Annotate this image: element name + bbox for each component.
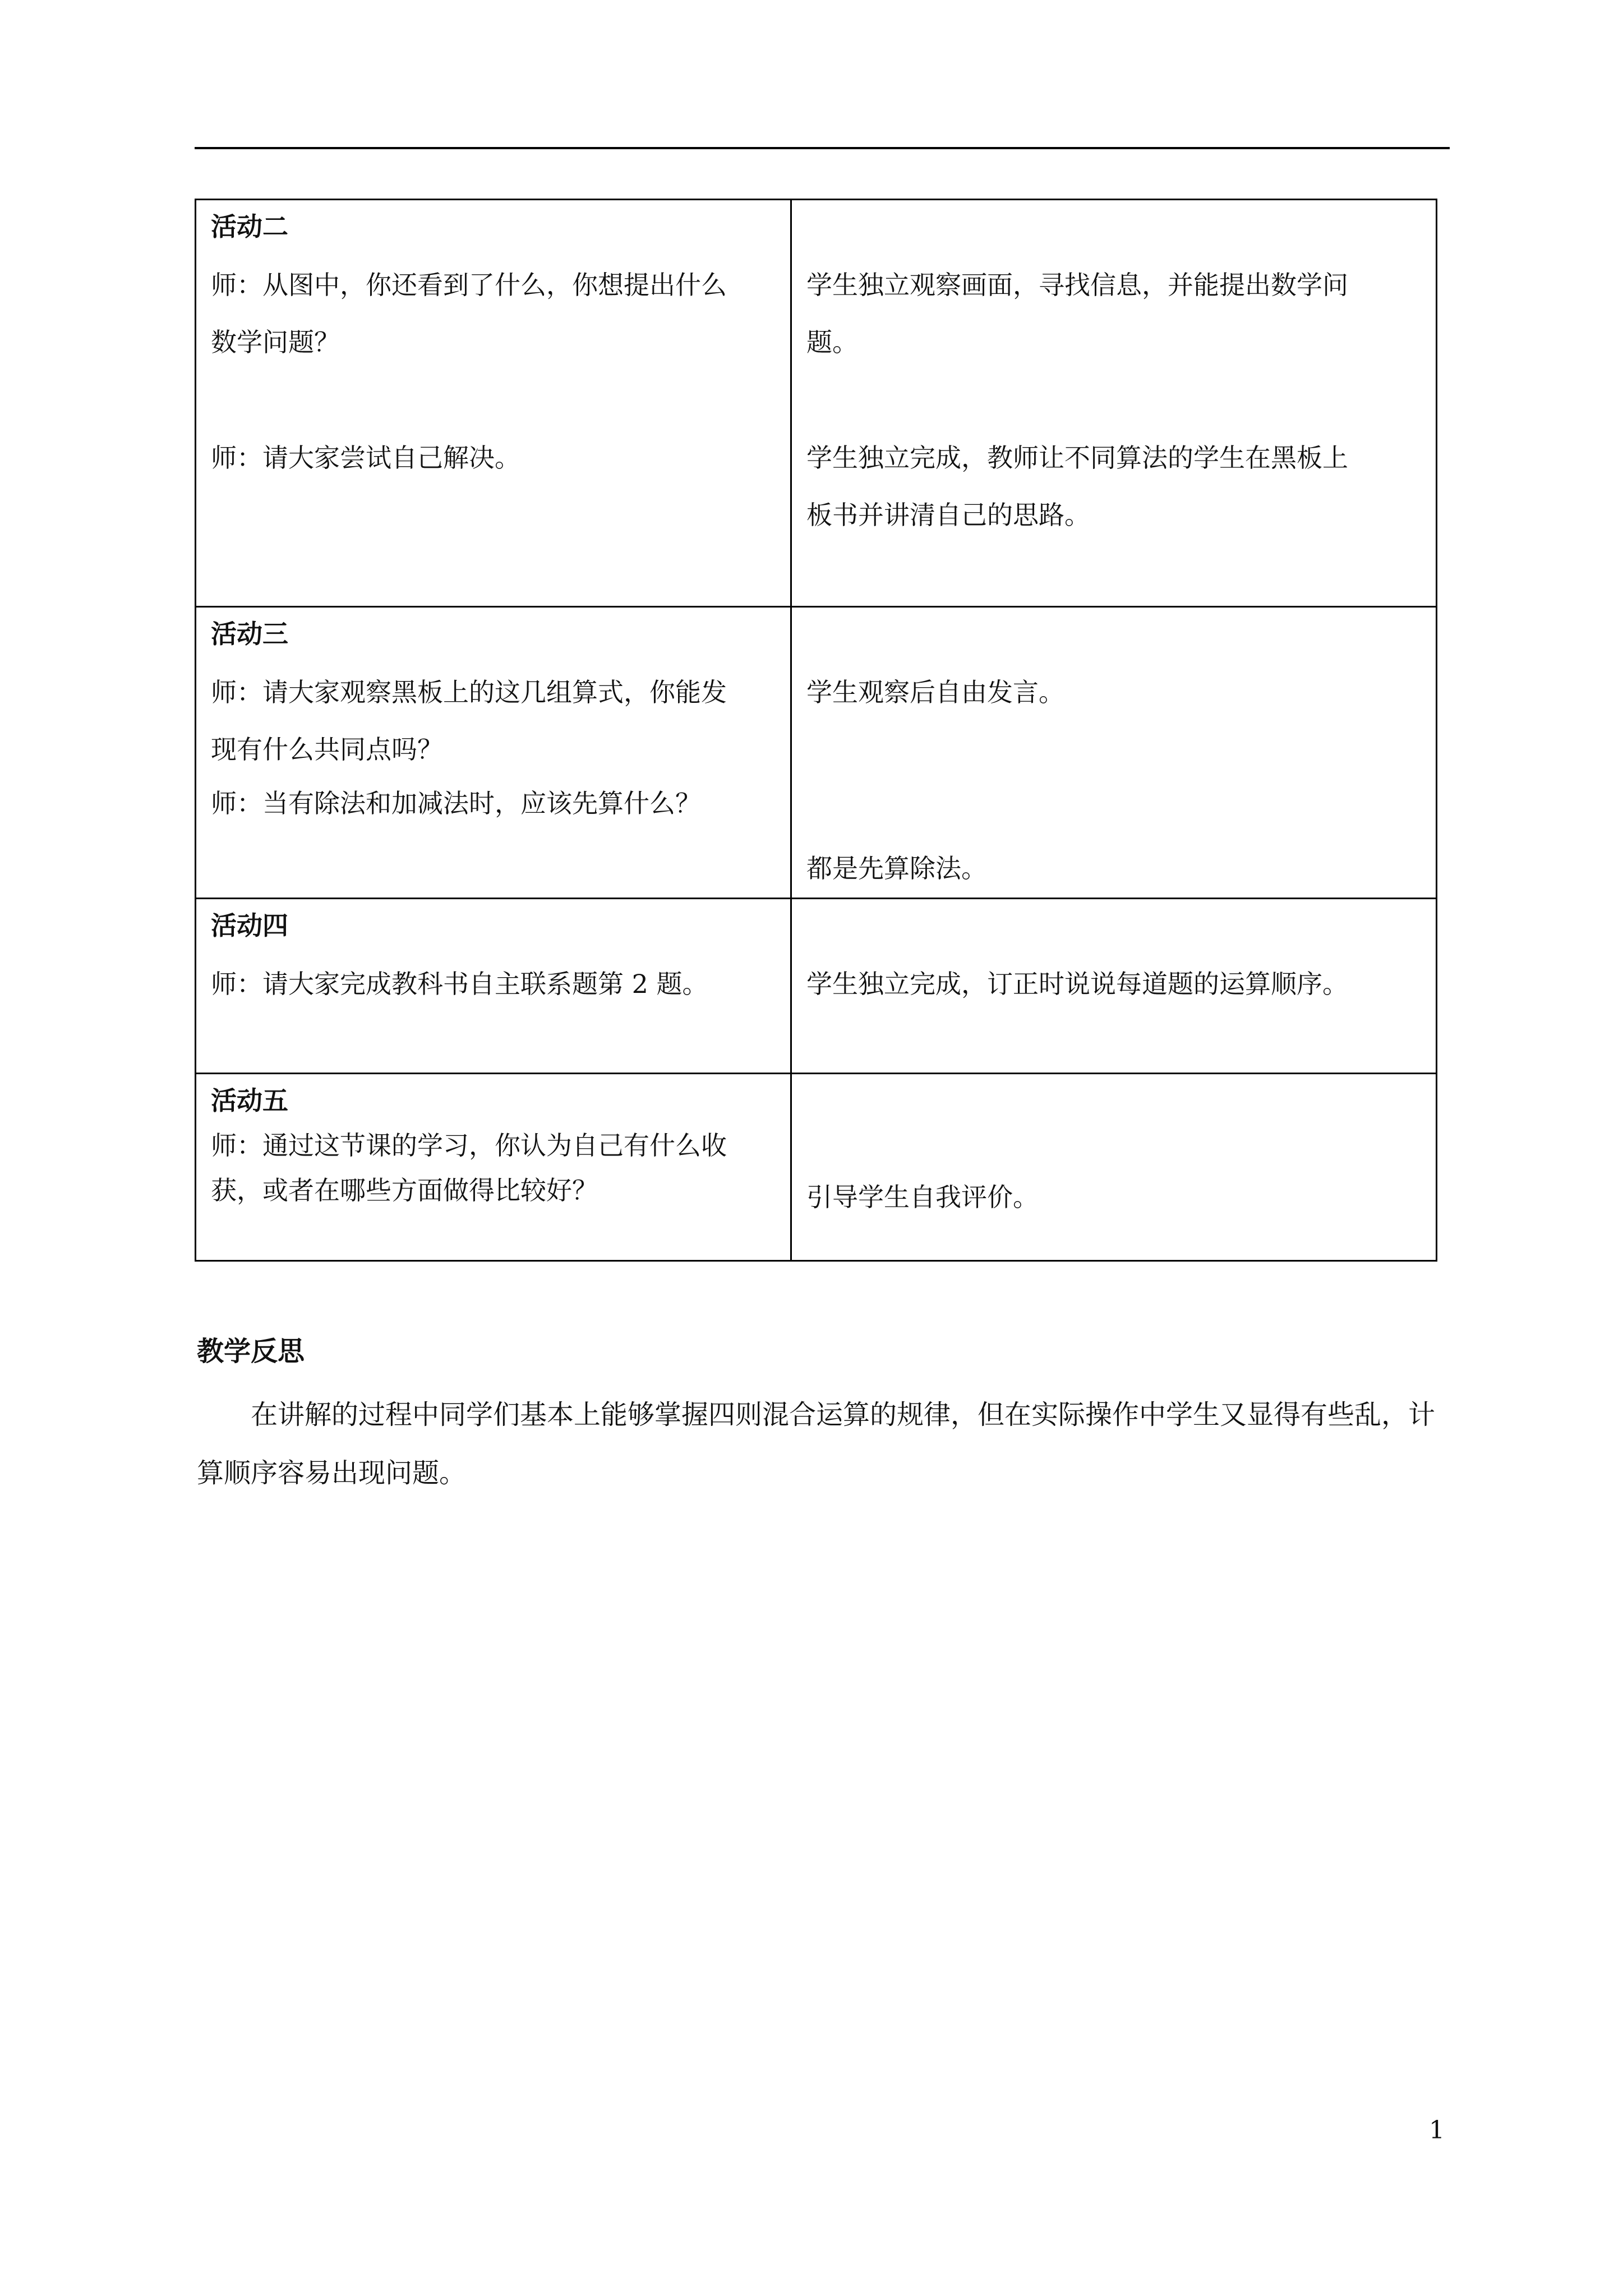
student-line: 学生独立完成，订正时说说每道题的运算顺序。 [806, 969, 1348, 999]
page-number: 1 [1429, 2116, 1445, 2145]
student-line: 学生独立观察画面，寻找信息，并能提出数学问 [806, 270, 1348, 300]
student-line: 都是先算除法。 [806, 853, 987, 884]
student-line: 学生观察后自由发言。 [806, 677, 1064, 707]
table-row [196, 607, 1437, 899]
teacher-line: 获，或者在哪些方面做得比较好？ [211, 1175, 598, 1205]
student-line: 学生独立完成，教师让不同算法的学生在黑板上 [806, 443, 1348, 473]
student-line: 题。 [806, 327, 858, 357]
activity-title: 活动二 [211, 211, 288, 242]
teacher-cell [196, 899, 791, 1074]
reflection-title: 教学反思 [197, 1336, 305, 1367]
table-row [196, 899, 1437, 1074]
student-cell [791, 200, 1437, 607]
teacher-cell [196, 1074, 791, 1261]
student-line: 板书并讲清自己的思路。 [806, 500, 1090, 530]
student-line: 引导学生自我评价。 [806, 1182, 1039, 1212]
table-row [196, 200, 1437, 607]
teacher-line: 师：请大家完成教科书自主联系题第 2 题。 [211, 969, 708, 999]
teacher-cell [196, 607, 791, 899]
reflection-paragraph: 在讲解的过程中同学们基本上能够掌握四则混合运算的规律，但在实际操作中学生又显得有些乱，计算顺序容易出现问题。 [197, 1399, 1436, 1489]
header-rule [195, 147, 1450, 149]
teacher-line: 师：请大家观察黑板上的这几组算式，你能发 [211, 677, 727, 707]
student-cell [791, 607, 1437, 899]
student-cell [791, 899, 1437, 1074]
student-cell [791, 1074, 1437, 1261]
teacher-line: 现有什么共同点吗？ [211, 734, 443, 765]
teacher-line: 师：请大家尝试自己解决。 [211, 443, 520, 473]
activity-title: 活动四 [211, 910, 288, 941]
teacher-cell [196, 200, 791, 607]
table-row [196, 1074, 1437, 1261]
activity-title: 活动五 [211, 1085, 288, 1116]
teacher-line: 数学问题？ [211, 327, 340, 357]
teacher-line: 师：从图中，你还看到了什么，你想提出什么 [211, 270, 727, 300]
activity-title: 活动三 [211, 619, 288, 649]
teacher-line: 师：当有除法和加减法时，应该先算什么？ [211, 788, 701, 818]
lesson-activity-table [195, 199, 1437, 1262]
teacher-line: 师：通过这节课的学习，你认为自己有什么收 [211, 1130, 727, 1161]
